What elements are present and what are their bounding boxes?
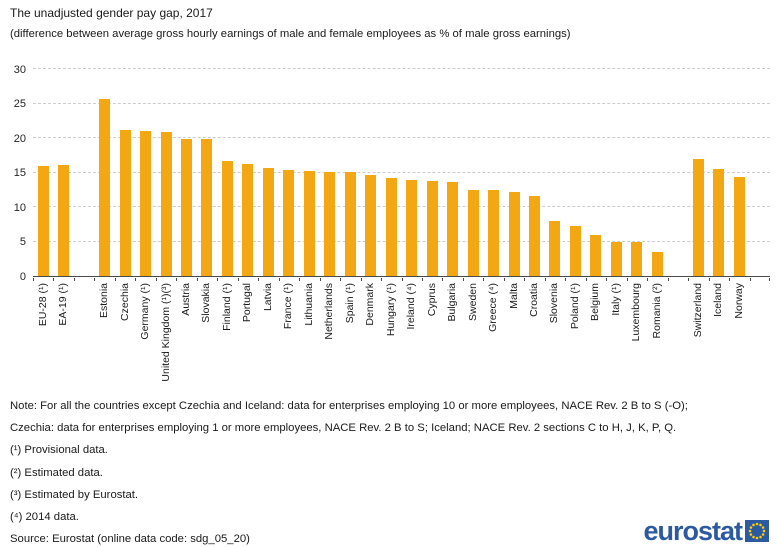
x-axis-label: Cyprus [425,283,438,317]
x-axis-tick [299,278,300,281]
eu-flag-star [756,523,759,526]
x-axis-labels [33,283,770,395]
x-label-cell [217,283,237,395]
x-axis-tick [33,278,34,281]
gridline [33,68,770,69]
bar-portugal [242,164,253,276]
bar-slot [361,70,381,276]
bar-italy [611,242,622,277]
x-axis-label: Portugal [241,283,254,323]
x-label-cell [729,283,749,395]
x-label-cell [504,283,524,395]
y-axis-tick-label: 25 [13,98,26,110]
x-axis-tick [402,278,403,281]
bar-cyprus [427,181,438,276]
x-label-cell [483,283,503,395]
bar-slot [524,70,544,276]
eu-flag-star [763,530,766,533]
bar-slot [197,70,217,276]
x-label-cell [340,283,360,395]
bar-slovenia [549,221,560,276]
x-axis-tick [74,278,75,281]
bar-slot [442,70,462,276]
bar-slot [729,70,749,276]
note-line-1: Note: For all the countries except Czechia and Iceland: data for enterprises employing 10 or more employees, NACE Rev. 2 B to S (-O); [10,400,688,412]
x-axis-label: Norway [732,283,745,319]
x-axis-label: EU-28 (¹) [36,283,49,327]
x-axis-label: Spain (¹) [343,283,356,324]
x-axis-tick [135,278,136,281]
bar-spain [345,172,356,276]
bars-container [33,70,770,276]
bar-slot [156,70,176,276]
x-axis-label: Lithuania [302,283,315,326]
x-axis-label: Bulgaria [446,283,459,322]
x-axis-label: Estonia [98,283,111,319]
x-label-cell [258,283,278,395]
x-label-cell [176,283,196,395]
x-axis-label: Sweden [466,283,479,321]
y-axis-tick-label: 5 [19,236,26,248]
eu-flag-star [749,530,752,533]
x-label-cell [422,283,442,395]
bar-slot [422,70,442,276]
bar-slot [381,70,401,276]
x-axis-tick [545,278,546,281]
x-axis-tick [524,278,525,281]
eu-flag-star [762,533,765,536]
bar-czechia [120,130,131,276]
bar-eu-28 [38,166,49,276]
bar-luxembourg [631,242,642,277]
x-label-cell [606,283,626,395]
x-axis-tick [606,278,607,281]
bar-slot-empty [749,70,769,276]
x-label-cell [565,283,585,395]
x-axis-label: Greece (⁴) [487,283,500,332]
eu-flag-star [756,537,759,540]
bar-slot [258,70,278,276]
bar-slot [340,70,360,276]
bar-slot [606,70,626,276]
x-axis-tick [647,278,648,281]
x-axis-tick [381,278,382,281]
x-label-cell [463,283,483,395]
x-axis-label: Hungary (¹) [384,283,397,337]
bar-germany [140,131,151,276]
bar-malta [509,192,520,276]
eu-flag-star [752,536,755,539]
footnote-4: (⁴) 2014 data. [10,510,79,523]
plot-area [33,70,770,277]
x-axis-tick [709,278,710,281]
x-label-cell [299,283,319,395]
eurostat-logo-text: eurostat [643,516,742,546]
x-label-cell [115,283,135,395]
x-axis-label: Poland (¹) [568,283,581,330]
bar-lithuania [304,171,315,276]
x-label-cell [320,283,340,395]
bar-slot [688,70,708,276]
x-axis-label: Croatia [527,283,540,317]
bar-slot [627,70,647,276]
x-axis-tick [504,278,505,281]
eu-flag-star [750,533,753,536]
eu-flag-star [759,536,762,539]
bar-sweden [468,190,479,276]
bar-netherlands [324,172,335,276]
bar-slot [708,70,728,276]
bar-united-kingdom [161,132,172,276]
x-axis-tick [320,278,321,281]
x-label-cell [279,283,299,395]
x-axis-label: Romania (²) [650,283,663,339]
x-label-cell [381,283,401,395]
y-axis-tick-label: 15 [13,167,26,179]
x-axis-label: Slovakia [200,283,213,323]
x-axis-tick [483,278,484,281]
note-line-2: Czechia: data for enterprises employing 1 or more employees, NACE Rev. 2 B to S; Iceland; NACE Rev. 2 sections C to H, J, K, P, Q. [10,422,677,435]
y-axis-tick-label: 10 [13,201,26,214]
x-label-cell [33,283,53,395]
bar-slot [647,70,667,276]
x-label-cell [74,283,94,395]
x-axis-label: Italy (¹) [609,283,622,316]
x-label-cell [586,283,606,395]
x-label-cell [361,283,381,395]
bar-romania [652,252,663,276]
x-label-cell [156,283,176,395]
x-axis-label: Iceland [712,283,725,317]
x-axis-tick [197,278,198,281]
x-axis-tick [94,278,95,281]
x-axis-tick [422,278,423,281]
x-axis-tick [258,278,259,281]
x-axis-label: Netherlands [323,283,336,340]
x-axis-label: Latvia [261,283,274,312]
bar-estonia [99,99,110,276]
eu-flag-star [759,524,762,527]
x-axis-label: Finland (¹) [220,283,233,331]
x-label-cell [442,283,462,395]
x-axis-tick [115,278,116,281]
bar-slot [299,70,319,276]
x-axis-tick [340,278,341,281]
page-subtitle: (difference between average gross hourly earnings of male and female employees as % of male gross earnings) [10,28,571,40]
bar-poland [570,226,581,276]
bar-slot [463,70,483,276]
bar-bulgaria [447,182,458,276]
bar-slot [279,70,299,276]
bar-slot [545,70,565,276]
bar-denmark [365,175,376,276]
x-axis-label: Austria [180,283,193,316]
bar-austria [181,139,192,276]
footnote-3: (³) Estimated by Eurostat. [10,488,139,501]
x-label-cell [401,283,421,395]
bar-france [283,170,294,276]
eurostat-logo [643,516,769,546]
eu-flag-star [750,526,753,529]
x-axis-label: Malta [507,283,520,309]
x-axis-label: United Kingdom (¹)(³) [159,283,172,382]
x-axis-tick [361,278,362,281]
bar-slot [176,70,196,276]
x-axis-tick [586,278,587,281]
bar-slot [320,70,340,276]
bar-slot [94,70,114,276]
bar-switzerland [693,159,704,276]
x-label-cell [647,283,667,395]
x-label-cell [524,283,544,395]
x-label-cell [238,283,258,395]
x-axis-tick [750,278,751,281]
x-axis-label: Denmark [364,283,377,326]
x-axis-tick [463,278,464,281]
x-axis-label: EA-19 (¹) [57,283,70,326]
y-axis-tick-label: 30 [13,63,26,76]
x-label-cell [688,283,708,395]
eu-flag-icon [745,520,769,542]
bar-hungary [386,178,397,276]
footnote-1: (¹) Provisional data. [10,444,108,457]
x-axis-ticks [33,277,770,281]
eu-flag-star [752,524,755,527]
x-axis-tick [53,278,54,281]
x-axis-label: Czechia [118,283,131,321]
footnote-2: (²) Estimated data. [10,466,103,479]
y-axis-tick-label: 20 [13,132,26,145]
bar-slot [135,70,155,276]
x-label-cell [749,283,769,395]
source-line: Source: Eurostat (online data code: sdg_05_20) [10,533,250,546]
bar-greece [488,190,499,276]
bar-slot [483,70,503,276]
bar-croatia [529,196,540,276]
x-axis-tick [156,278,157,281]
x-axis-tick [442,278,443,281]
bar-iceland [713,169,724,276]
bar-latvia [263,168,274,276]
y-axis-tick-label: 0 [19,270,26,283]
bar-slot [33,70,53,276]
x-axis-tick [565,278,566,281]
x-axis-label: Slovenia [548,283,561,324]
x-label-cell [668,283,688,395]
x-label-cell [627,283,647,395]
x-axis-tick [769,278,770,281]
x-axis-tick [729,278,730,281]
bar-slot [504,70,524,276]
notes-block [10,395,688,547]
x-axis-label: France (¹) [282,283,295,330]
x-axis-label: Germany (¹) [139,283,152,340]
bar-ea-19 [58,165,69,276]
bar-slot [401,70,421,276]
bar-slot [53,70,73,276]
x-axis-label: Belgium [589,283,602,321]
x-label-cell [94,283,114,395]
x-label-cell [135,283,155,395]
y-axis [0,63,26,283]
x-label-cell [53,283,73,395]
bar-slovakia [201,139,212,276]
x-axis-tick [668,278,669,281]
x-label-cell [545,283,565,395]
x-axis-tick [279,278,280,281]
x-label-cell [197,283,217,395]
bar-belgium [590,235,601,276]
bar-slot-empty [668,70,688,276]
bar-slot [586,70,606,276]
x-axis-tick [688,278,689,281]
bar-slot [217,70,237,276]
page-title: The unadjusted gender pay gap, 2017 [10,6,213,20]
x-label-cell [708,283,728,395]
x-axis-tick [217,278,218,281]
eu-flag-star [762,526,765,529]
x-axis-tick [627,278,628,281]
bar-norway [734,177,745,276]
bar-slot [565,70,585,276]
x-axis-label: Ireland (⁴) [405,283,418,330]
bar-slot-empty [74,70,94,276]
x-axis-label: Switzerland [691,283,704,338]
bar-finland [222,161,233,276]
bar-slot [115,70,135,276]
x-axis-tick [238,278,239,281]
x-axis-label: Luxembourg [630,283,643,342]
bar-ireland [406,180,417,276]
bar-slot [238,70,258,276]
x-axis-tick [176,278,177,281]
